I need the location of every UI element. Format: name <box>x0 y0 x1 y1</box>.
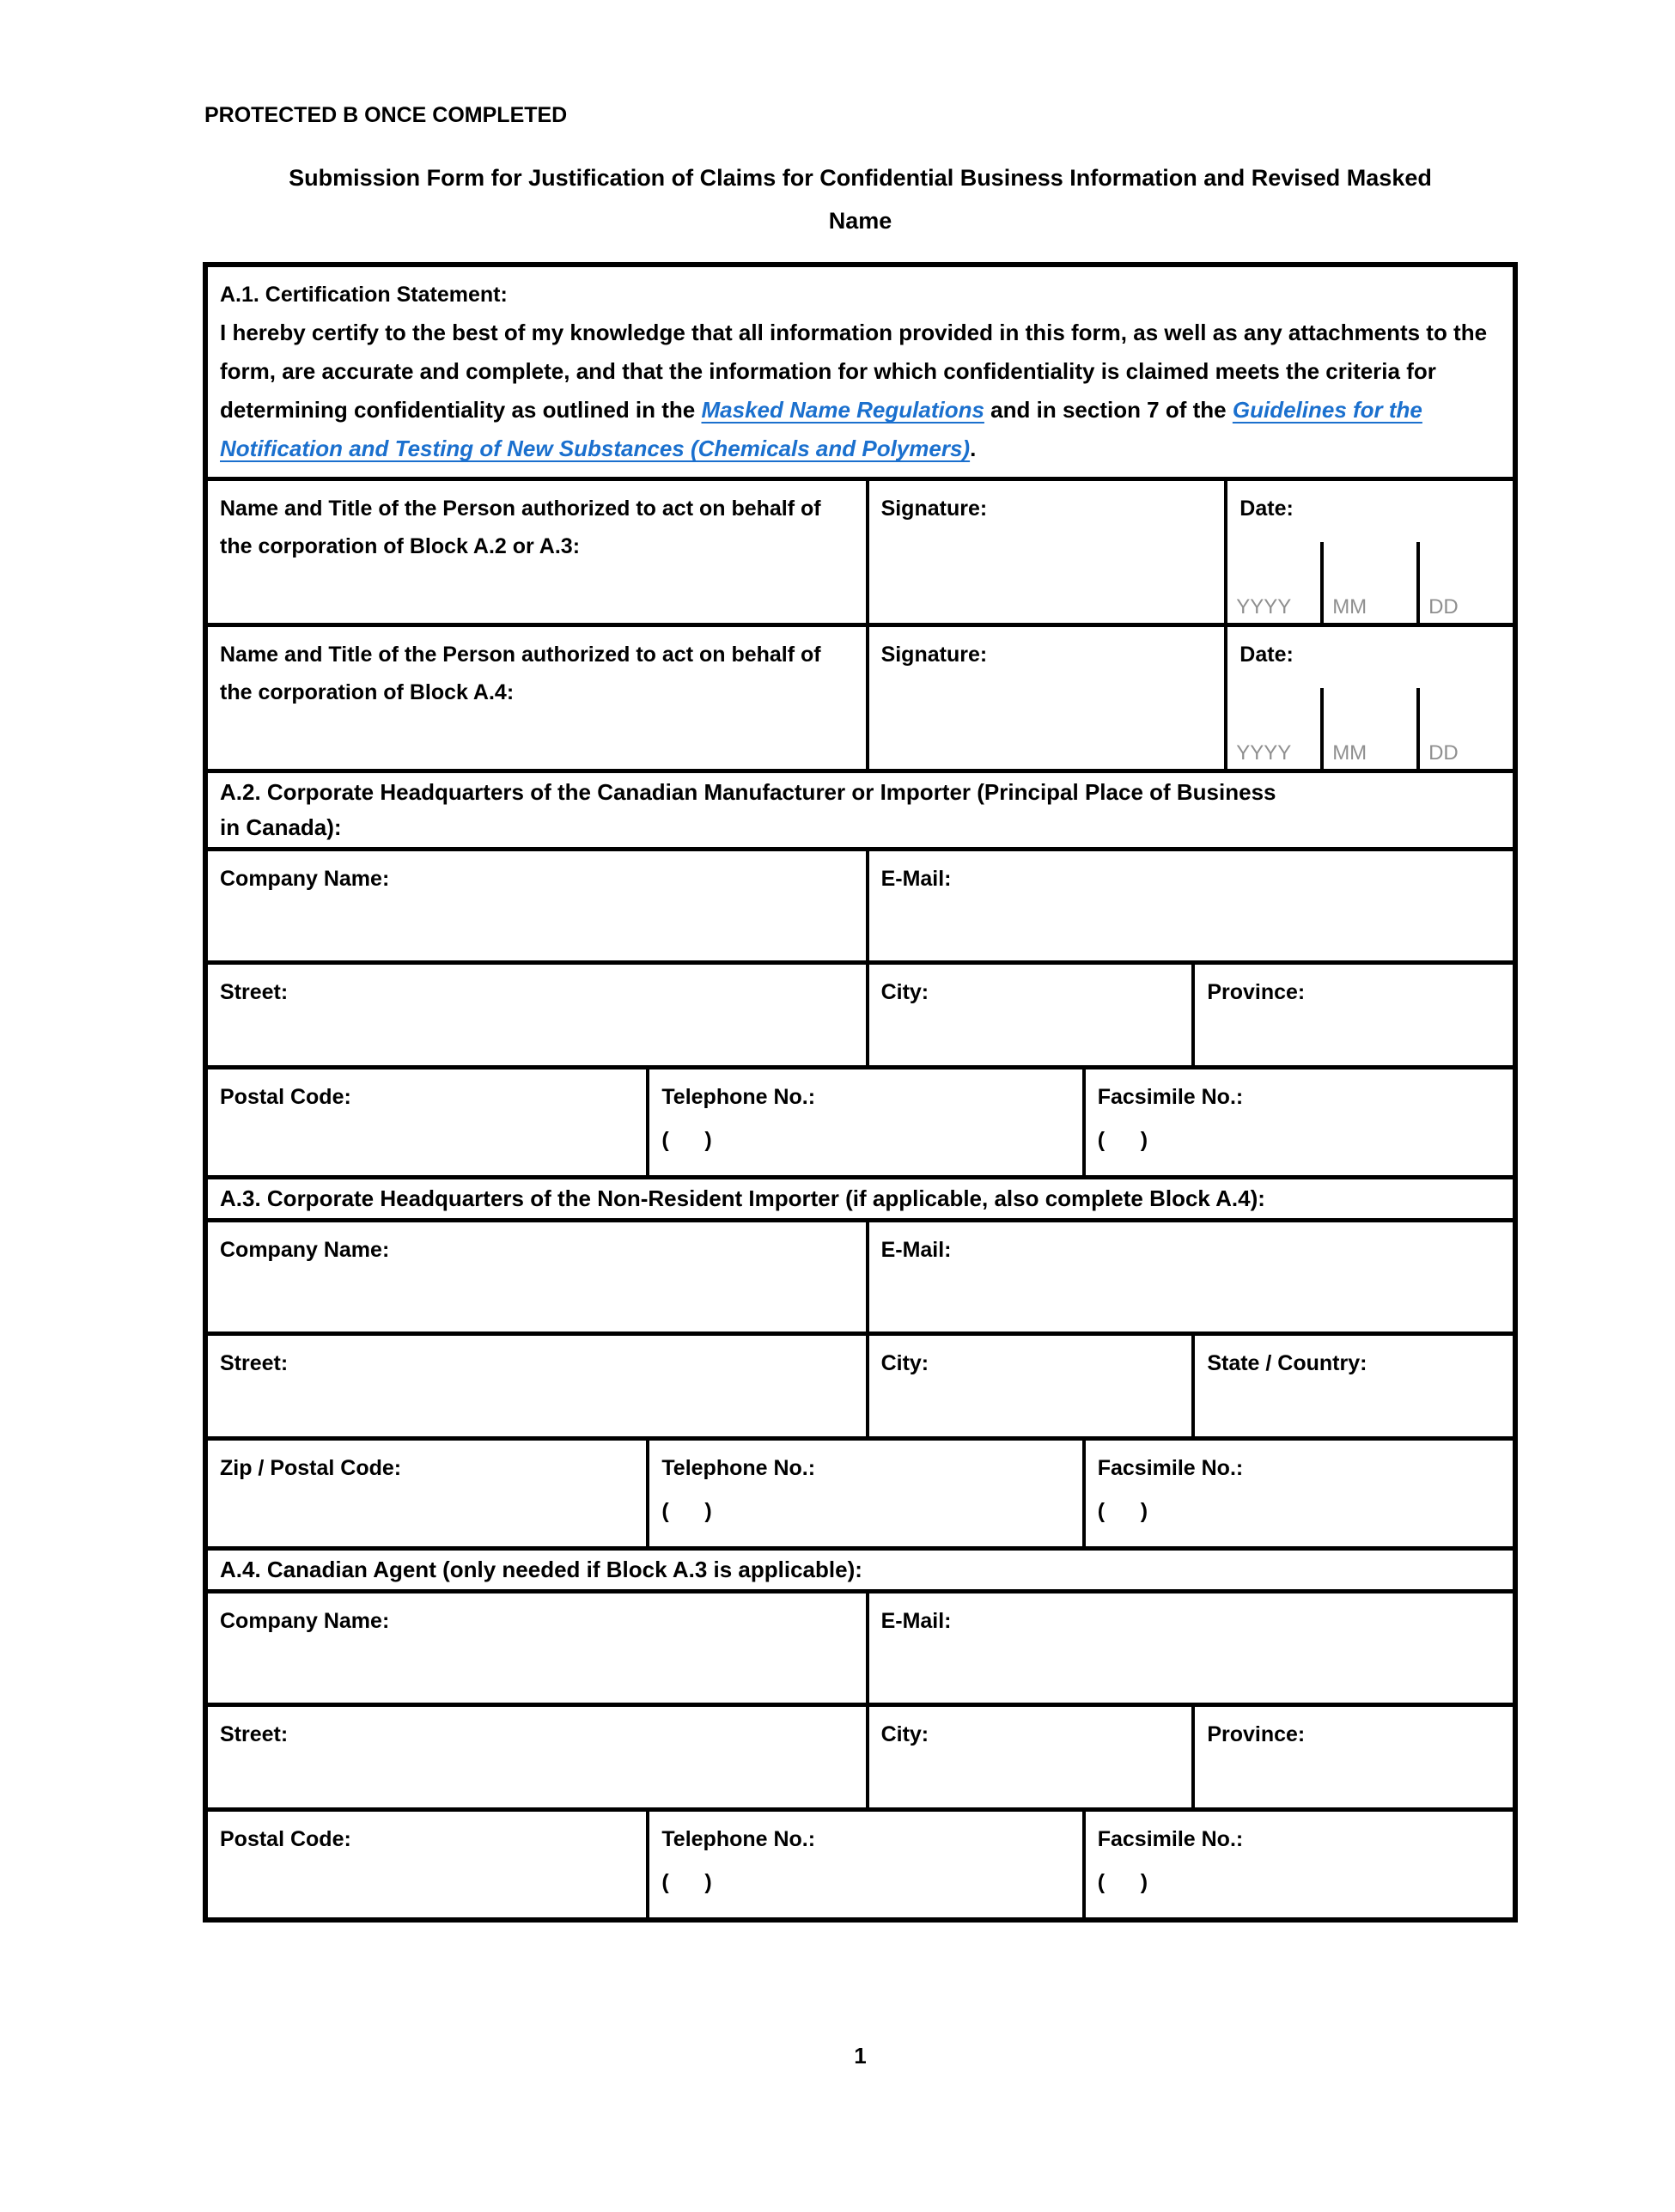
a2-postal-row <box>208 1065 1513 1175</box>
a1-statement-part2: and in section 7 of the <box>984 397 1233 423</box>
a3-email-field[interactable] <box>866 1222 1513 1331</box>
a1-date-mm-label-1: MM <box>1332 595 1367 619</box>
a3-telephone-field[interactable] <box>646 1441 1081 1546</box>
a1-date-dd-field-1[interactable] <box>1416 542 1513 623</box>
a3-street-field[interactable] <box>208 1336 866 1436</box>
a3-company-row <box>208 1218 1513 1331</box>
a1-date-dd-field-2[interactable] <box>1416 688 1513 769</box>
document-title-line2: Name <box>828 208 892 234</box>
a1-name-title-label-1: Name and Title of the Person authorized to act on behalf of the corporation of Block A.2 or A.3: <box>220 497 821 558</box>
a4-province-field[interactable] <box>1191 1707 1513 1807</box>
a1-date-dd-label-2: DD <box>1428 741 1459 765</box>
a4-company-name-label: Company Name: <box>220 1609 390 1633</box>
a1-date-strip-2 <box>1227 688 1513 769</box>
a3-telephone-label: Telephone No.: <box>661 1456 816 1480</box>
a4-city-field[interactable] <box>866 1707 1192 1807</box>
a1-statement <box>220 320 1487 461</box>
a1-date-yyyy-field-2[interactable] <box>1227 688 1320 769</box>
a2-province-field[interactable] <box>1191 965 1513 1065</box>
a4-postal-code-label: Postal Code: <box>220 1827 351 1851</box>
a4-street-field[interactable] <box>208 1707 866 1807</box>
a4-header-row <box>208 1546 1513 1589</box>
a3-facsimile-field[interactable] <box>1082 1441 1513 1546</box>
a1-signature-row-1 <box>208 477 1513 623</box>
a2-company-row <box>208 847 1513 960</box>
a4-facsimile-field[interactable] <box>1082 1812 1513 1917</box>
a2-telephone-field[interactable] <box>646 1069 1081 1175</box>
a2-postal-code-label: Postal Code: <box>220 1085 351 1109</box>
a3-company-name-field[interactable] <box>208 1222 866 1331</box>
a1-date-yyyy-field-1[interactable] <box>1227 542 1320 623</box>
a1-date-field-1[interactable] <box>1224 481 1513 623</box>
a3-street-label: Street: <box>220 1351 289 1375</box>
a4-section-heading: A.4. Canadian Agent (only needed if Block A.3 is applicable): <box>220 1557 862 1582</box>
a1-signature-field-2[interactable] <box>866 627 1225 769</box>
a2-city-label: City: <box>880 980 929 1004</box>
a2-telephone-label: Telephone No.: <box>661 1085 816 1109</box>
a1-date-label-2: Date: <box>1240 643 1294 667</box>
a2-province-label: Province: <box>1207 980 1306 1004</box>
a4-postal-code-field[interactable] <box>208 1812 646 1917</box>
a1-signature-row-2 <box>208 623 1513 769</box>
a1-date-yyyy-label-2: YYYY <box>1236 741 1292 765</box>
a1-name-title-field-2[interactable] <box>208 627 866 769</box>
a2-heading-line2: in Canada): <box>220 814 342 840</box>
page-number: 1 <box>854 2043 867 2069</box>
a3-facsimile-label: Facsimile No.: <box>1097 1456 1244 1480</box>
a3-section-heading: A.3. Corporate Headquarters of the Non-Resident Importer (if applicable, also complete Block A.4): <box>220 1185 1265 1211</box>
a1-name-title-field-1[interactable] <box>208 481 866 623</box>
a2-heading-line1: A.2. Corporate Headquarters of the Canadian Manufacturer or Importer (Principal Place of Business <box>220 779 1276 805</box>
a2-telephone-parens: ( ) <box>661 1128 712 1152</box>
form-table <box>203 262 1518 1923</box>
a4-telephone-field[interactable] <box>646 1812 1081 1917</box>
a3-city-label: City: <box>880 1351 929 1375</box>
a2-facsimile-parens: ( ) <box>1097 1128 1148 1152</box>
a4-email-field[interactable] <box>866 1593 1513 1703</box>
a3-postal-row <box>208 1436 1513 1546</box>
a1-date-label-1: Date: <box>1240 497 1294 521</box>
a1-statement-row <box>208 267 1513 477</box>
a1-certification-cell <box>208 267 1513 477</box>
a3-zip-postal-code-field[interactable] <box>208 1441 646 1546</box>
a1-statement-part1: I hereby certify to the best of my knowledge that all information provided in this form, as well as any attachments to the form, are accurate and complete, and that the information for which confidentiality is claimed meets the criteria for determining confidentiality as outlined in the <box>220 320 1488 423</box>
a2-postal-code-field[interactable] <box>208 1069 646 1175</box>
a2-company-name-field[interactable] <box>208 851 866 960</box>
a3-state-country-field[interactable] <box>1191 1336 1513 1436</box>
a1-name-title-label-2: Name and Title of the Person authorized to act on behalf of the corporation of Block A.4: <box>220 643 821 704</box>
a2-email-field[interactable] <box>866 851 1513 960</box>
a3-city-field[interactable] <box>866 1336 1192 1436</box>
protective-marking: PROTECTED B ONCE COMPLETED <box>204 103 568 127</box>
a1-date-yyyy-label-1: YYYY <box>1236 595 1292 619</box>
a4-province-label: Province: <box>1207 1722 1306 1746</box>
a4-street-row <box>208 1703 1513 1807</box>
document-title-line1: Submission Form for Justification of Claims for Confidential Business Information and Revised Masked <box>289 165 1432 191</box>
a4-email-label: E-Mail: <box>880 1609 952 1633</box>
a3-email-label: E-Mail: <box>880 1238 952 1262</box>
a2-email-label: E-Mail: <box>880 867 952 891</box>
guidelines-new-substances-link[interactable]: Guidelines for the Notification and Testing of New Substances (Chemicals and Polymers) <box>220 397 1422 461</box>
a3-street-row <box>208 1331 1513 1436</box>
a2-section-heading <box>208 773 1513 847</box>
a3-facsimile-parens: ( ) <box>1097 1499 1148 1523</box>
a4-city-label: City: <box>880 1722 929 1746</box>
a1-date-field-2[interactable] <box>1224 627 1513 769</box>
a3-zip-postal-code-label: Zip / Postal Code: <box>220 1456 402 1480</box>
a1-date-mm-label-2: MM <box>1332 741 1367 765</box>
a2-street-row <box>208 960 1513 1065</box>
a4-telephone-label: Telephone No.: <box>661 1827 816 1851</box>
page-content <box>203 0 1518 2212</box>
a1-date-mm-field-1[interactable] <box>1320 542 1416 623</box>
a2-city-field[interactable] <box>866 965 1192 1065</box>
a1-date-dd-label-1: DD <box>1428 595 1459 619</box>
a1-date-mm-field-2[interactable] <box>1320 688 1416 769</box>
a3-telephone-parens: ( ) <box>661 1499 712 1523</box>
masked-name-regulations-link[interactable]: Masked Name Regulations <box>701 397 984 423</box>
a1-signature-label-2: Signature: <box>880 643 988 667</box>
a2-facsimile-label: Facsimile No.: <box>1097 1085 1244 1109</box>
a2-street-label: Street: <box>220 980 289 1004</box>
a2-street-field[interactable] <box>208 965 866 1065</box>
a2-header-row <box>208 769 1513 847</box>
a4-company-row <box>208 1589 1513 1703</box>
a4-telephone-parens: ( ) <box>661 1870 712 1894</box>
a3-header-row <box>208 1175 1513 1218</box>
a4-facsimile-label: Facsimile No.: <box>1097 1827 1244 1851</box>
a4-street-label: Street: <box>220 1722 289 1746</box>
a2-company-name-label: Company Name: <box>220 867 390 891</box>
document-title <box>203 156 1518 242</box>
a2-facsimile-field[interactable] <box>1082 1069 1513 1175</box>
a4-postal-row <box>208 1807 1513 1917</box>
a3-state-country-label: State / Country: <box>1207 1351 1367 1375</box>
a1-heading: A.1. Certification Statement: <box>220 283 508 307</box>
a3-company-name-label: Company Name: <box>220 1238 390 1262</box>
a4-company-name-field[interactable] <box>208 1593 866 1703</box>
a1-statement-part3: . <box>970 436 977 461</box>
a1-signature-field-1[interactable] <box>866 481 1225 623</box>
a1-date-strip-1 <box>1227 542 1513 623</box>
a4-facsimile-parens: ( ) <box>1097 1870 1148 1894</box>
a1-signature-label-1: Signature: <box>880 497 988 521</box>
